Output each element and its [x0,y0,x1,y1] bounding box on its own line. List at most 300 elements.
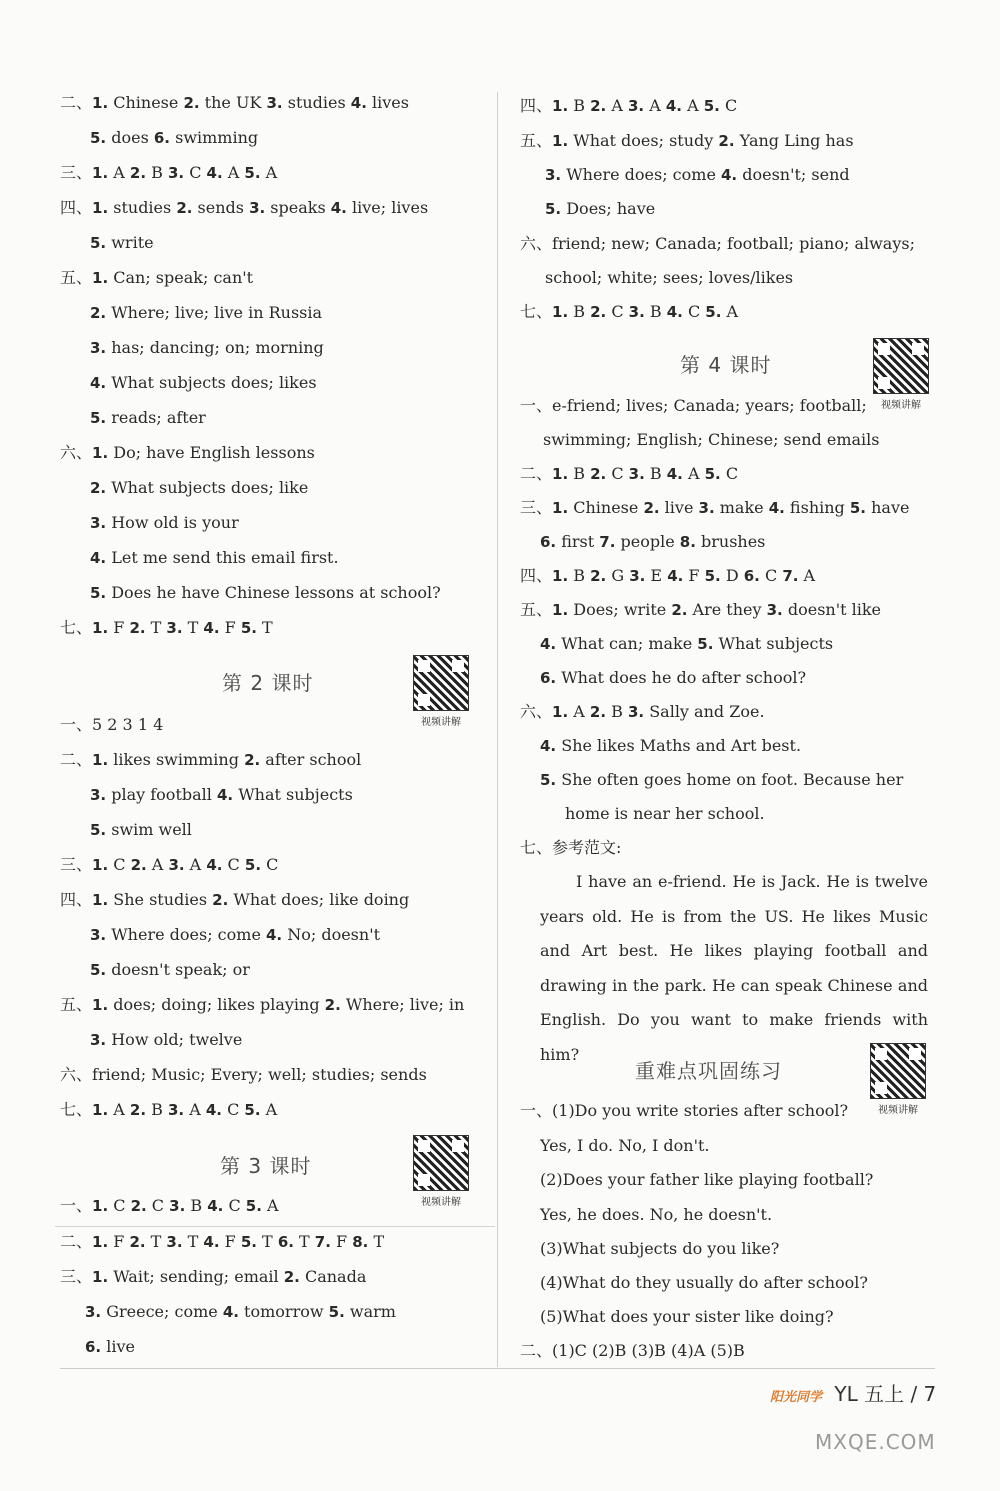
answer-text: C [108,1196,131,1215]
answer-text: 二、 [60,750,93,769]
item-number: 2. [129,619,146,637]
answer-text: How old is your [106,513,239,532]
item-number: 3. [166,619,183,637]
answer-line [60,163,277,183]
answer-text: B [568,96,591,115]
answer-line [90,338,324,358]
answer-line [90,513,239,533]
answer-text: C [606,302,629,321]
answer-text: A [146,855,169,874]
item-number: 1. [552,465,569,483]
answer-text: She likes Maths and Art best. [556,736,802,755]
answer-text: 五、 [520,600,553,619]
answer-text: A [798,566,816,585]
answer-text: 六、 [520,702,553,721]
item-number: 3. [167,1101,185,1119]
answer-line [90,548,339,568]
item-number: 7. [782,567,799,585]
item-number: 5. [849,499,867,517]
item-number: 5. [545,200,562,218]
answer-line [540,634,833,654]
answer-text: 七、 [60,1100,93,1119]
answer-text: (4)What do they usually do after school? [540,1273,868,1292]
answer-line [60,1196,279,1216]
answer-text: first [556,532,600,551]
answer-text: She often goes home on foot. Because her [556,770,904,789]
answer-line [60,268,253,288]
answer-text: 七、 [520,302,553,321]
answer-text: 二、 [60,1232,93,1251]
answer-line [540,736,801,756]
answer-text: likes swimming [108,750,245,769]
answer-text: A [644,96,666,115]
answer-text: Can; speak; can't [108,268,254,287]
answer-text: B [606,702,628,721]
answer-line [60,750,361,770]
item-number: 2. [718,132,735,150]
item-number: 4. [768,499,785,517]
answer-line [520,396,867,416]
qr-code-icon [413,655,469,711]
item-number: 2. [183,94,200,112]
answer-text: 六、 [520,234,553,253]
item-number: 1. [92,1268,109,1286]
answer-text: What does; like doing [228,890,410,909]
item-number: 2. [129,1233,146,1251]
qr-caption: 视频讲解 [421,717,461,728]
answer-text: 一、 [60,1196,93,1215]
item-number: 1. [92,199,109,217]
answer-text: (3)What subjects do you like? [540,1239,780,1258]
answer-text: friend; Music; Every; well; studies; sends [92,1065,427,1084]
item-number: 4. [206,164,223,182]
item-number: 4. [205,1101,222,1119]
item-number: 3. [627,97,645,115]
site-watermark: MXQE.COM [815,1430,936,1454]
item-number: 3. [90,339,107,357]
answer-text: Does; have [561,199,656,218]
item-number: 4. [90,549,107,567]
item-number: 4. [207,1197,224,1215]
answer-text: C [223,1196,246,1215]
answer-text: A [260,1100,278,1119]
answer-text: 四、 [60,198,93,217]
answer-text: T [293,1232,315,1251]
answer-line [545,268,793,288]
answer-text: 二、 [520,1341,553,1360]
answer-text: does [106,128,154,147]
item-number: 3. [166,1233,183,1251]
item-number: 3. [766,601,783,619]
answer-text: (2)Does your father like playing football? [540,1170,874,1189]
section-rule [55,1226,495,1227]
answer-text: (1)C (2)B (3)B (4)A (5)B [552,1341,745,1360]
item-number: 2. [283,1268,300,1286]
answer-text: T [256,1232,278,1251]
answer-line [540,1170,873,1190]
answer-text: 六、 [60,1065,93,1084]
item-number: 5. [328,1303,345,1321]
item-number: 5. [244,164,261,182]
item-number: 4. [206,856,223,874]
answer-line [85,1337,135,1357]
answer-text: doesn't; send [737,165,850,184]
item-number: 1. [92,751,109,769]
item-number: 4. [540,635,557,653]
answer-text: A [222,163,245,182]
answer-text: C [184,163,207,182]
item-number: 1. [92,1197,109,1215]
item-number: 2. [212,891,229,909]
item-number: 6. [85,1338,102,1356]
answer-text: What does; study [568,131,719,150]
answer-line [520,838,621,858]
answer-text: A [108,163,130,182]
brand-logo: 阳光同学 [770,1390,823,1405]
answer-line [540,668,806,688]
answer-text: A [721,302,739,321]
item-number: 6. [540,533,557,551]
qr-code-lesson-4[interactable] [873,338,929,411]
answer-line [60,715,163,735]
answer-line [520,302,738,322]
answer-text: tomorrow [238,1302,329,1321]
answer-line [520,1101,848,1121]
item-number: 5. [704,567,721,585]
answer-text: What does he do after school? [556,668,807,687]
answer-text: B [146,1100,168,1119]
item-number: 3. [167,164,185,182]
item-number: 4. [216,786,234,804]
answer-line [90,925,380,945]
item-number: 1. [92,1233,109,1251]
sample-essay: I have an e-friend. He is Jack. He is twelve years old. He is from the US. He likes Music and Art best. He likes playing football and drawing in the park. He can speak Chinese and English. Do you want to make friends with him? [540,872,928,1064]
answer-line [540,532,765,552]
item-number: 1. [92,891,109,909]
item-number: 2. [244,751,261,769]
answer-text: F [108,1232,130,1251]
answer-text: Yang Ling has [734,131,854,150]
answer-text: play football [106,785,217,804]
item-number: 4. [203,1233,220,1251]
answer-text: Where does; come [106,925,266,944]
item-number: 3. [628,303,645,321]
item-number: 5. [697,635,714,653]
answer-text: T [182,1232,204,1251]
item-number: 3. [85,1303,102,1321]
qr-code-lesson-3[interactable] [413,1135,469,1208]
item-number: 5. [703,97,720,115]
answer-line [520,566,815,586]
answer-text: friend; new; Canada; football; piano; always; [552,234,915,253]
answer-text: 一、 [520,1101,553,1120]
answer-text: C [759,566,783,585]
answer-text: Yes, I do. No, I don't. [540,1136,710,1155]
item-number: 3. [169,1197,186,1215]
item-number: 3. [90,786,107,804]
answer-line [60,618,273,638]
item-number: 2. [90,304,107,322]
item-number: 2. [643,499,660,517]
answer-line [520,96,737,116]
answer-text: 四、 [520,566,553,585]
item-number: 4. [203,619,220,637]
answer-line [90,373,317,393]
item-number: 3. [90,514,107,532]
item-number: 1. [92,1101,109,1119]
item-number: 3. [629,567,646,585]
qr-code-icon [873,338,929,394]
answer-text: 四、 [60,890,93,909]
answer-text: 三、 [60,163,93,182]
answer-text: B [568,566,591,585]
answer-text: What subjects [713,634,834,653]
answer-line [90,408,206,428]
answer-text: F [683,566,705,585]
answer-text: 5 2 3 1 4 [92,715,164,734]
answer-line [520,498,909,518]
footer-rule [60,1368,935,1369]
answer-line [90,785,353,805]
answer-text: B [568,302,591,321]
item-number: 2. [129,1101,147,1119]
item-number: 2. [130,1197,147,1215]
item-number: 5. [90,234,107,252]
answer-text: C [108,855,131,874]
answer-line [90,128,258,148]
answer-text: Where does; come [561,165,721,184]
answer-text: C [682,302,706,321]
answer-text: 一、 [60,715,93,734]
item-number: 5. [240,1233,257,1251]
answer-text: A [568,702,590,721]
answer-line [90,960,250,980]
answer-text: 三、 [60,1267,93,1286]
answer-text: T [256,618,273,637]
answer-text: brushes [695,532,766,551]
answer-text: Are they [687,600,767,619]
answer-text: live [659,498,699,517]
item-number: 2. [129,164,147,182]
answer-text: live; lives [346,198,429,217]
answer-text: 二、 [520,464,553,483]
answer-text: 三、 [60,855,93,874]
answer-line [543,430,880,450]
answer-text: make [714,498,769,517]
answer-line [85,1302,396,1322]
answer-text: 五、 [60,268,93,287]
item-number: 2. [590,465,607,483]
item-number: 3. [545,166,562,184]
item-number: 6. [743,567,760,585]
answer-line [90,478,308,498]
answer-text: C [261,855,279,874]
item-number: 4. [330,199,347,217]
answer-line [60,93,409,113]
answer-text: A [260,163,278,182]
answer-line [60,198,428,218]
answer-text: e-friend; lives; Canada; years; football; [552,396,867,415]
item-number: 3. [698,499,715,517]
grade-page-number: YL 五上 / 7 [834,1382,937,1406]
answer-text: C [221,1100,245,1119]
item-number: 4. [266,926,283,944]
item-number: 3. [90,926,107,944]
page-footer [770,1378,936,1407]
item-number: 1. [92,269,109,287]
answer-line [90,583,441,603]
lesson-4-heading: 第 4 课时 [680,353,772,377]
qr-code-lesson-2[interactable] [413,655,469,728]
answer-line [520,600,881,620]
answer-text: T [182,618,204,637]
answer-text: C [222,855,245,874]
item-number: 3. [628,465,645,483]
answer-text: fishing [784,498,850,517]
answer-text: people [615,532,680,551]
answer-text: speaks [265,198,331,217]
item-number: 4. [666,303,683,321]
answer-text: B [568,464,591,483]
answer-text: G [606,566,630,585]
answer-line [60,1267,366,1287]
item-number: 5. [90,961,107,979]
answer-text: F [108,618,130,637]
item-number: 3. [249,199,266,217]
answer-text: C [606,464,629,483]
item-number: 5. [704,465,721,483]
answer-text: She studies [108,890,213,909]
answer-text: A [606,96,628,115]
qr-caption: 视频讲解 [881,400,921,411]
item-number: 5. [244,856,262,874]
answer-text: F [219,618,241,637]
answer-text: A [184,855,207,874]
answer-text: B [185,1196,208,1215]
item-number: 1. [92,444,109,462]
answer-line [60,443,315,463]
answer-text: sends [192,198,250,217]
item-number: 1. [92,856,109,874]
item-number: 2. [324,996,341,1014]
answer-text: A [108,1100,130,1119]
answer-text: 二、 [60,93,93,112]
answer-line [520,234,915,254]
answer-line [90,1030,242,1050]
answer-line [545,165,850,185]
answer-line [520,464,738,484]
item-number: 4. [665,97,682,115]
answer-text: 七、 [520,838,553,857]
answer-line [540,1239,779,1259]
answer-text: What can; make [556,634,698,653]
answer-text: 六、 [60,443,93,462]
answer-line [545,199,655,219]
answer-line [565,804,765,824]
answer-text: the UK [199,93,267,112]
answer-text: doesn't like [782,600,882,619]
answer-line [60,890,409,910]
item-number: 4. [222,1303,239,1321]
item-number: 3. [168,856,185,874]
answer-text: Wait; sending; email [108,1267,284,1286]
item-number: 6. [153,129,171,147]
answer-text: Do; have English lessons [108,443,315,462]
lesson-2-heading: 第 2 课时 [222,671,314,695]
item-number: 8. [679,533,696,551]
answer-text: Yes, he does. No, he doesn't. [540,1205,773,1224]
item-number: 2. [590,303,607,321]
answer-text: What subjects does; like [106,478,309,497]
answer-text: studies [108,198,177,217]
answer-line [540,1136,710,1156]
answer-text: warm [344,1302,396,1321]
item-number: 5. [540,771,557,789]
answer-text: (1)Do you write stories after school? [552,1101,849,1120]
answer-line [540,770,903,790]
answer-text: A [681,96,704,115]
item-number: 4. [90,374,107,392]
answer-text: home is near her school. [565,804,765,823]
answer-text: Chinese [568,498,644,517]
answer-line [60,1232,384,1252]
answer-text: Chinese [108,93,184,112]
answer-text: swim well [106,820,192,839]
answer-line [60,995,464,1015]
qr-code-icon [413,1135,469,1191]
answer-text: F [219,1232,241,1251]
answer-line [540,1273,868,1293]
answer-text: live [101,1337,135,1356]
answer-text: B [644,464,667,483]
item-number: 1. [552,601,569,619]
answer-text: C [720,464,739,483]
answer-text: Sally and Zoe. [644,702,765,721]
item-number: 6. [277,1233,294,1251]
item-number: 2. [590,97,607,115]
item-number: 7. [314,1233,331,1251]
answer-text: doesn't speak; or [106,960,250,979]
item-number: 2. [130,856,147,874]
item-number: 2. [176,199,193,217]
item-number: 3. [266,94,283,112]
answer-text: studies [282,93,351,112]
answer-text: reads; after [106,408,206,427]
review-practice-heading: 重难点巩固练习 [635,1059,782,1083]
answer-text: Canada [299,1267,367,1286]
answer-text: T [145,618,167,637]
item-number: 1. [552,303,569,321]
item-number: 1. [92,619,109,637]
answer-line [540,1307,834,1327]
answer-line [90,820,192,840]
answer-text: What subjects [233,785,353,804]
item-number: 7. [599,533,616,551]
answer-line [520,131,854,151]
answer-line [90,303,322,323]
item-number: 5. [244,1101,261,1119]
item-number: 4. [667,567,684,585]
answer-text: after school [260,750,362,769]
answer-text: school; white; sees; loves/likes [545,268,794,287]
answer-text: F [330,1232,353,1251]
answer-line [60,855,278,875]
item-number: 1. [552,132,569,150]
item-number: 6. [540,669,557,687]
answer-text: A [261,1196,279,1215]
item-number: 1. [92,94,109,112]
answer-line [520,1341,745,1361]
